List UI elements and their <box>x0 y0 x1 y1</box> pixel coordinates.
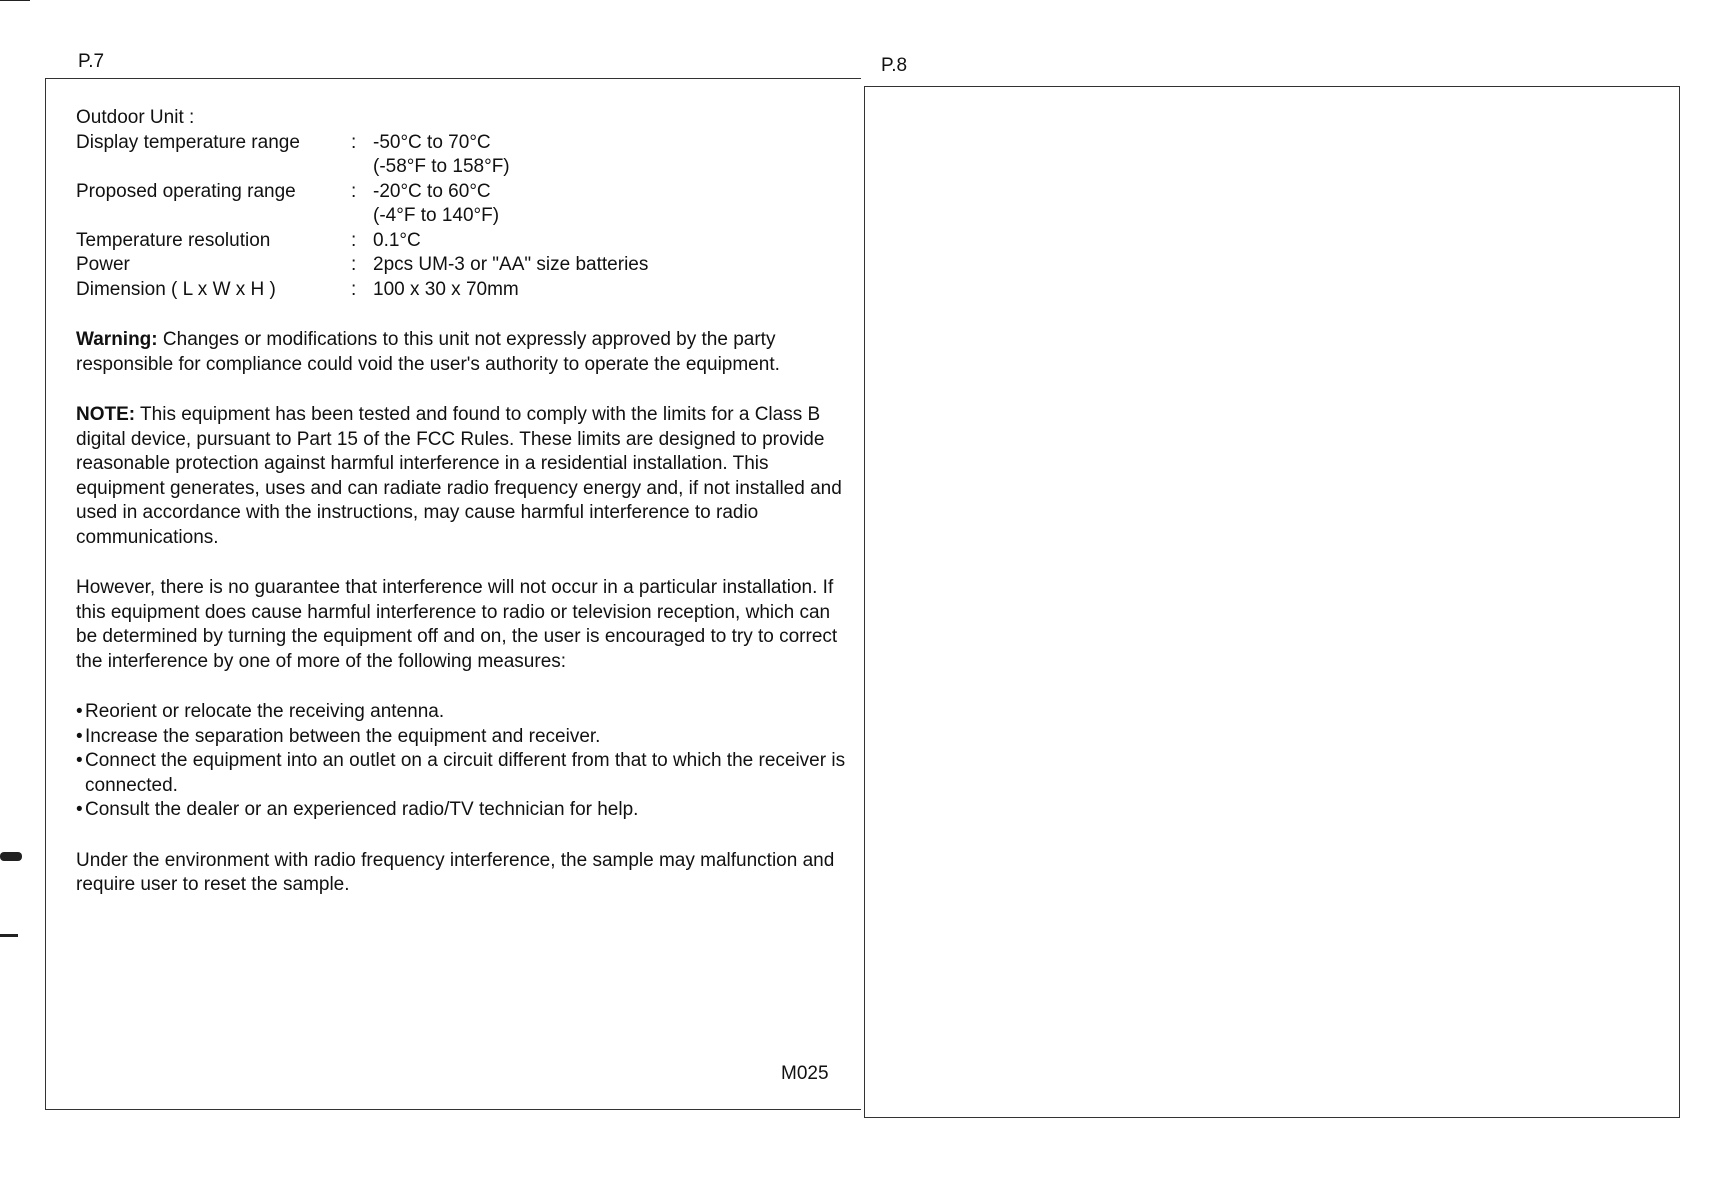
spec-value <box>373 278 648 303</box>
spec-value-line: (-58°F to 158°F) <box>373 156 510 177</box>
spec-row <box>76 253 648 278</box>
warning-lead: Warning: <box>76 329 158 350</box>
spec-label: Temperature resolution <box>76 229 271 251</box>
spec-label: Dimension ( L x W x H ) <box>76 278 276 300</box>
spec-separator: : <box>351 229 357 251</box>
page-number-right: P.8 <box>881 55 908 76</box>
measure-item <box>76 700 846 725</box>
measure-text: Consult the dealer or an experienced radio/TV technician for help. <box>85 799 639 820</box>
measure-item <box>76 725 846 750</box>
spec-row <box>76 229 648 254</box>
note-lead: NOTE: <box>76 404 136 425</box>
page-number-left: P.7 <box>78 51 105 72</box>
spec-separator: : <box>351 131 357 153</box>
spec-separator: : <box>351 254 357 275</box>
scan-artifact <box>0 852 22 861</box>
bullet-icon: • <box>76 750 83 771</box>
specs-table <box>76 131 648 303</box>
bullet-icon: • <box>76 725 83 747</box>
spec-value-line: -20°C to 60°C <box>373 180 491 202</box>
measure-item <box>76 798 846 823</box>
spec-label: Power <box>76 254 130 275</box>
spec-value-line: 100 x 30 x 70mm <box>373 278 519 300</box>
spec-value-line: 0.1°C <box>373 229 421 251</box>
bullet-icon: • <box>76 799 83 820</box>
model-code: M025 <box>781 1063 829 1084</box>
spec-separator: : <box>351 278 357 300</box>
measure-text: Connect the equipment into an outlet on a circuit different from that to which the receiver is connected. <box>85 750 846 796</box>
spec-value <box>373 229 648 254</box>
measures-list <box>76 700 846 823</box>
spec-label: Display temperature range <box>76 131 300 153</box>
spec-value <box>373 253 648 278</box>
spec-value <box>373 131 648 180</box>
bullet-icon: • <box>76 701 83 722</box>
right-page-frame <box>864 86 1680 1118</box>
spec-value-line: -50°C to 70°C <box>373 131 491 153</box>
scan-artifact <box>0 934 18 937</box>
spec-value-line: 2pcs UM-3 or "AA" size batteries <box>373 254 649 275</box>
spec-value-line: (-4°F to 140°F) <box>373 205 500 226</box>
measure-text: Increase the separation between the equipment and receiver. <box>85 725 601 747</box>
scan-artifact <box>0 0 30 1</box>
section-title: Outdoor Unit : <box>76 107 195 128</box>
warning-text: Changes or modifications to this unit not expressly approved by the party responsible for compliance could void the user's authority to operate the equipment. <box>76 329 780 375</box>
however-paragraph: However, there is no guarantee that interference will not occur in a particular installation. If this equipment does cause harmful interference to radio or television reception, which can be determined by turning the equipment off and on, the user is encouraged to try to correct the interference by one of more of the following measures: <box>76 577 838 672</box>
spec-row <box>76 131 648 180</box>
spec-row <box>76 278 648 303</box>
measure-item <box>76 749 846 798</box>
warning-paragraph <box>76 328 846 377</box>
note-text: This equipment has been tested and found to comply with the limits for a Class B digital device, pursuant to Part 15 of the FCC Rules. These limits are designed to provide reasonable protection against harmful interference in a residential installation. This equipment generates, uses and can radiate radio frequency energy and, if not installed and used in accordance with the instructions, may cause harmful interference to radio communications. <box>76 404 842 548</box>
measure-text: Reorient or relocate the receiving antenna. <box>85 701 445 722</box>
environment-paragraph: Under the environment with radio frequency interference, the sample may malfunction and require user to reset the sample. <box>76 849 835 895</box>
note-paragraph <box>76 403 846 550</box>
spec-row <box>76 180 648 229</box>
spec-separator: : <box>351 180 357 202</box>
spec-value <box>373 180 648 229</box>
page-content <box>76 106 846 898</box>
spec-label: Proposed operating range <box>76 180 296 202</box>
